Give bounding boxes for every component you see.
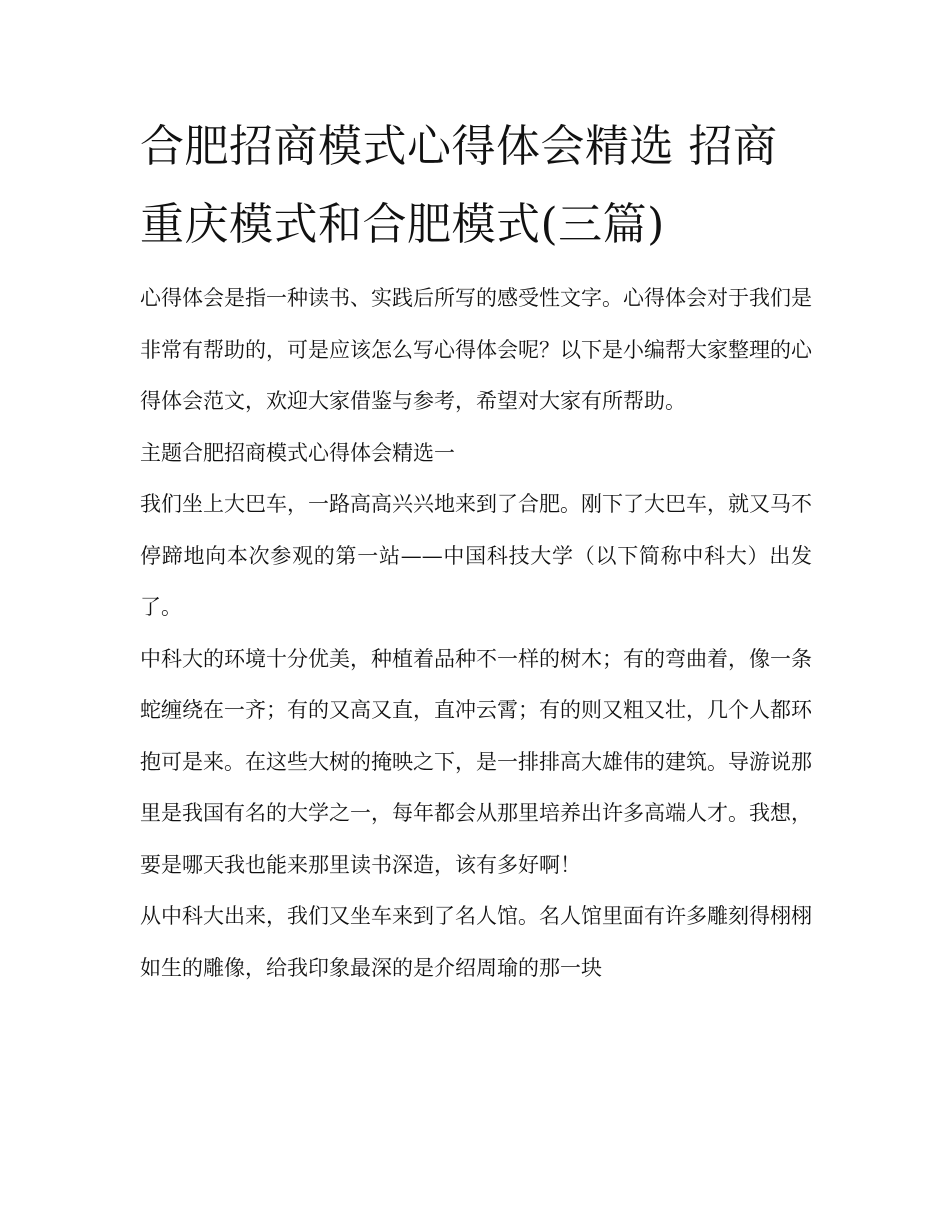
- body-paragraph: 我们坐上大巴车，一路高高兴兴地来到了合肥。刚下了大巴车，就又马不停蹄地向本次参观的第一站——中国科技大学（以下简称中科大）出发了。: [140, 492, 812, 619]
- document-title: 合肥招商模式心得体会精选 招商重庆模式和合肥模式(三篇): [140, 121, 778, 250]
- intro-paragraph: 心得体会是指一种读书、实践后所写的感受性文字。心得体会对于我们是非常有帮助的，可是应该怎么写心得体会呢？以下是小编帮大家整理的心得体会范文，欢迎大家借鉴与参考，希望对大家有所帮助。: [140, 286, 812, 413]
- body-paragraph: 中科大的环境十分优美，种植着品种不一样的树木；有的弯曲着，像一条蛇缠绕在一齐；有的又高又直，直冲云霄；有的则又粗又壮，几个人都环抱可是来。在这些大树的掩映之下，是一排排高大雄伟的建筑。导游说那里是我国有名的大学之一，每年都会从那里培养出许多高端人才。我想，要是哪天我也能来那里读书深造，该有多好啊！: [140, 646, 812, 877]
- document-body: [140, 108, 812, 994]
- section-heading: 主题合肥招商模式心得体会精选一: [140, 440, 455, 465]
- body-paragraph: 从中科大出来，我们又坐车来到了名人馆。名人馆里面有许多雕刻得栩栩如生的雕像，给我印象最深的是介绍周瑜的那一块: [140, 904, 812, 980]
